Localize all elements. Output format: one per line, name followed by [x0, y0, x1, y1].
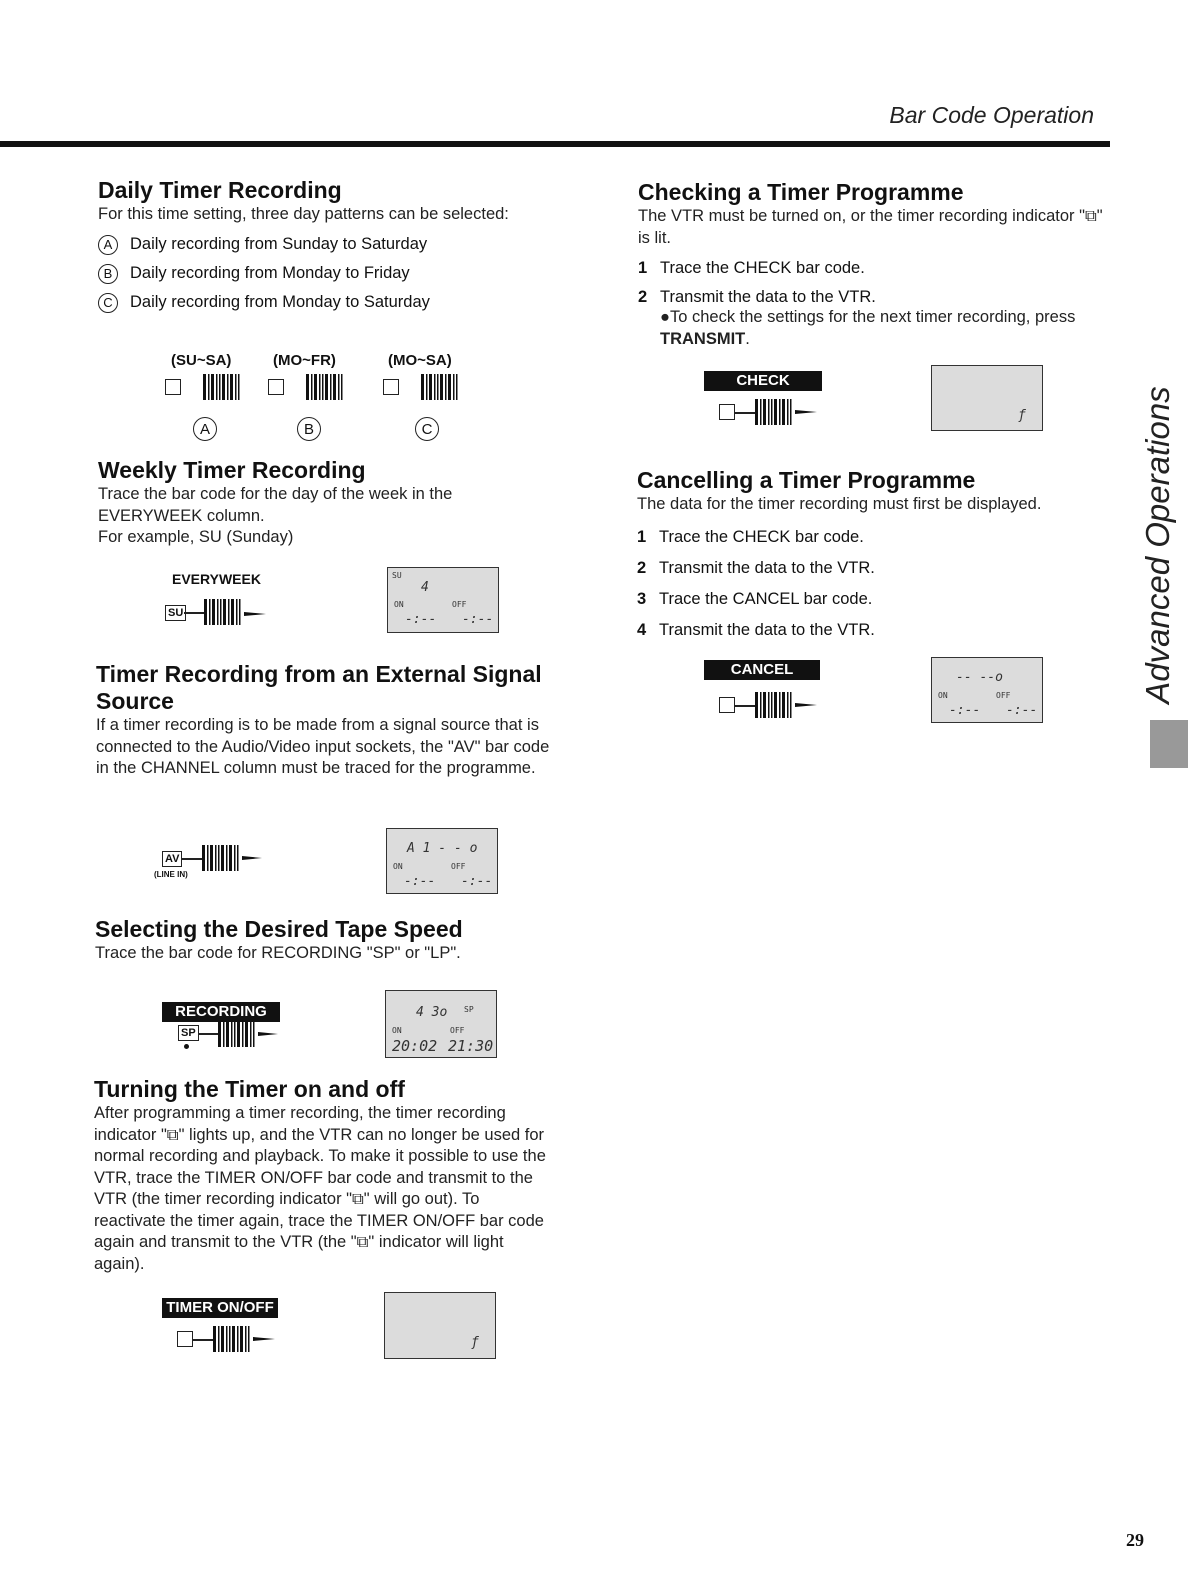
daily-option-text: Daily recording from Monday to Friday	[130, 264, 410, 282]
barcode-cancel[interactable]	[755, 692, 795, 718]
circle-a-icon: A	[98, 235, 118, 255]
barcode-check[interactable]	[755, 399, 795, 425]
barcode-arrow-icon	[258, 1030, 278, 1038]
lcd-on: ON	[938, 691, 948, 700]
lcd-on-time: 20:02	[392, 1037, 438, 1055]
tape-speed-title: Selecting the Desired Tape Speed	[95, 916, 463, 942]
circle-b-icon: B	[297, 417, 321, 441]
lcd-off-time: -:--	[1006, 703, 1038, 718]
lcd-channel: A 1 - - o	[407, 841, 478, 856]
step-text: Trace the CHECK bar code.	[659, 527, 864, 546]
cancelling-step	[637, 559, 1103, 578]
code-label-su-sa: (SU~SA)	[171, 352, 232, 369]
barcode-su-sa[interactable]	[203, 374, 243, 400]
step-number: 1	[637, 527, 647, 546]
checking-note-key: TRANSMIT	[660, 329, 746, 348]
lcd-display-tape-speed	[385, 990, 497, 1058]
side-tab-label: Advanced Operations	[1139, 386, 1176, 704]
key-su[interactable]: SU	[165, 605, 186, 621]
side-tab-marker	[1150, 720, 1188, 768]
lcd-off: OFF	[451, 862, 466, 871]
cancelling-step	[637, 621, 1103, 640]
barcode-sp[interactable]	[218, 1021, 258, 1047]
checking-intro: The VTR must be turned on, or the timer recording indicator "⧉" is lit.	[638, 207, 1103, 247]
lcd-display-cancel	[931, 657, 1043, 723]
code-label-mo-fr: (MO~FR)	[273, 352, 336, 369]
timer-key-icon[interactable]	[719, 404, 735, 420]
timer-onoff-text: After programming a timer recording, the timer recording indicator "⧉" lights up, and the VTR can no longer be used for normal recording and playback. To make it possible to use the VTR, trace the TIMER ON/OFF bar code and transmit to the VTR (the timer recording indicator "⧉" will go out). To reactivate the timer again, trace the TIMER ON/OFF bar code again and transmit to the VTR (the "⧉" indicator will light again).	[94, 1104, 546, 1273]
timer-key-icon[interactable]	[719, 697, 735, 713]
lcd-top: 4 3o	[416, 1005, 448, 1020]
cancelling-step	[637, 590, 1103, 609]
recording-label: RECORDING	[162, 1002, 280, 1022]
lcd-timer-mark: ƒ	[471, 1335, 479, 1350]
daily-option	[98, 264, 558, 284]
lcd-on-time: -:--	[949, 703, 981, 718]
header-rule	[0, 141, 1110, 147]
lcd-on: ON	[393, 862, 403, 871]
step-text: Transmit the data to the VTR.	[660, 288, 876, 306]
lcd-off: OFF	[452, 600, 467, 609]
cancelling-title: Cancelling a Timer Programme	[637, 467, 976, 493]
daily-option	[98, 293, 558, 313]
barcode-lead-line	[182, 858, 202, 860]
circle-b-icon: B	[98, 264, 118, 284]
lcd-day: SU	[392, 571, 402, 580]
tape-speed-text: Trace the bar code for RECORDING "SP" or "LP".	[95, 944, 461, 962]
checkbox-icon[interactable]	[165, 379, 181, 395]
daily-barcodes	[163, 352, 483, 447]
cancelling-step	[637, 528, 1103, 547]
lcd-off-time: -:--	[462, 612, 494, 627]
lcd-top: -- --o	[956, 670, 1003, 685]
lcd-off-time: 21:30	[448, 1037, 494, 1055]
circle-a-icon: A	[193, 417, 217, 441]
checking-step	[638, 288, 1104, 307]
external-title-line1: Timer Recording from an External Signal	[96, 661, 542, 687]
key-sp[interactable]: SP	[178, 1025, 199, 1041]
step-number: 2	[637, 558, 647, 577]
checking-title: Checking a Timer Programme	[638, 179, 964, 205]
lcd-on: ON	[392, 1026, 402, 1035]
dot-icon	[184, 1044, 189, 1049]
lcd-sp: SP	[464, 1005, 474, 1014]
cancelling-section	[637, 467, 1103, 640]
step-text: Trace the CANCEL bar code.	[659, 589, 873, 608]
daily-option-text: Daily recording from Sunday to Saturday	[130, 235, 428, 253]
daily-option	[98, 235, 558, 255]
barcode-lead-line	[735, 705, 755, 707]
cancelling-intro: The data for the timer recording must first be displayed.	[637, 495, 1042, 513]
side-tab	[1138, 380, 1178, 710]
lcd-display-external	[386, 828, 498, 894]
weekly-title: Weekly Timer Recording	[98, 457, 366, 483]
key-av-sublabel: (LINE IN)	[154, 870, 188, 879]
lcd-timer-mark: ƒ	[1018, 408, 1026, 423]
everyweek-label: EVERYWEEK	[172, 571, 261, 587]
barcode-arrow-icon	[253, 1335, 275, 1343]
barcode-arrow-icon	[795, 701, 817, 709]
step-number: 3	[637, 589, 647, 608]
barcode-av[interactable]	[202, 845, 242, 871]
lcd-off: OFF	[996, 691, 1011, 700]
external-section	[96, 661, 566, 780]
key-av[interactable]: AV	[162, 851, 182, 867]
weekly-section	[98, 457, 558, 549]
checking-step	[638, 259, 1104, 278]
step-number: 1	[638, 259, 648, 277]
checking-section	[638, 179, 1104, 350]
step-text: Transmit the data to the VTR.	[659, 558, 875, 577]
check-label: CHECK	[704, 371, 822, 391]
step-text: Transmit the data to the VTR.	[659, 620, 875, 639]
lcd-on-time: -:--	[405, 612, 437, 627]
weekly-text: Trace the bar code for the day of the week in the EVERYWEEK column.	[98, 485, 453, 525]
daily-option-text: Daily recording from Monday to Saturday	[130, 293, 430, 311]
barcode-arrow-icon	[795, 408, 817, 416]
page-number: 29	[1126, 1530, 1144, 1550]
step-text: Trace the CHECK bar code.	[660, 259, 865, 277]
barcode-timer-onoff[interactable]	[213, 1326, 253, 1352]
barcode-mo-fr[interactable]	[306, 374, 346, 400]
cancel-label: CANCEL	[704, 660, 820, 680]
timer-key-icon[interactable]	[177, 1331, 193, 1347]
barcode-lead-line	[735, 412, 755, 414]
external-title-line2: Source	[96, 688, 174, 714]
timer-onoff-title: Turning the Timer on and off	[94, 1076, 405, 1102]
lcd-off-time: -:--	[461, 874, 493, 889]
weekly-example: For example, SU (Sunday)	[98, 528, 294, 546]
lcd-display-weekly	[387, 567, 499, 633]
page-header-title: Bar Code Operation	[889, 102, 1094, 128]
lcd-digit: 4	[421, 580, 429, 595]
lcd-on: ON	[394, 600, 404, 609]
barcode-mo-sa[interactable]	[421, 374, 461, 400]
barcode-lead-line	[193, 1339, 213, 1341]
external-text: If a timer recording is to be made from a signal source that is connected to the Audio/Video input sockets, the "AV" bar code in the CHANNEL column must be traced for the programme.	[96, 716, 550, 777]
daily-intro: For this time setting, three day patterns can be selected:	[98, 205, 509, 223]
timer-onoff-section	[94, 1076, 552, 1275]
daily-section	[98, 177, 558, 313]
circle-c-icon: C	[415, 417, 439, 441]
timer-onoff-label: TIMER ON/OFF	[162, 1298, 278, 1318]
lcd-display-timer	[384, 1292, 496, 1359]
checkbox-icon[interactable]	[268, 379, 284, 395]
checking-note-text: ●To check the settings for the next timer recording, press	[660, 308, 1076, 326]
barcode-arrow-icon	[242, 854, 262, 862]
checking-note: ●To check the settings for the next timer recording, press TRANSMIT.	[660, 308, 1076, 348]
lcd-off: OFF	[450, 1026, 465, 1035]
step-number: 2	[638, 288, 648, 306]
daily-title: Daily Timer Recording	[98, 177, 342, 203]
barcode-lead-line	[184, 612, 204, 614]
tape-speed-section	[95, 916, 565, 965]
lcd-on-time: -:--	[404, 874, 436, 889]
circle-c-icon: C	[98, 293, 118, 313]
barcode-arrow-icon	[244, 612, 266, 616]
code-label-mo-sa: (MO~SA)	[388, 352, 452, 369]
checkbox-icon[interactable]	[383, 379, 399, 395]
step-number: 4	[637, 620, 647, 639]
barcode-su[interactable]	[204, 599, 244, 625]
lcd-display-check	[931, 365, 1043, 431]
barcode-lead-line	[198, 1033, 218, 1035]
